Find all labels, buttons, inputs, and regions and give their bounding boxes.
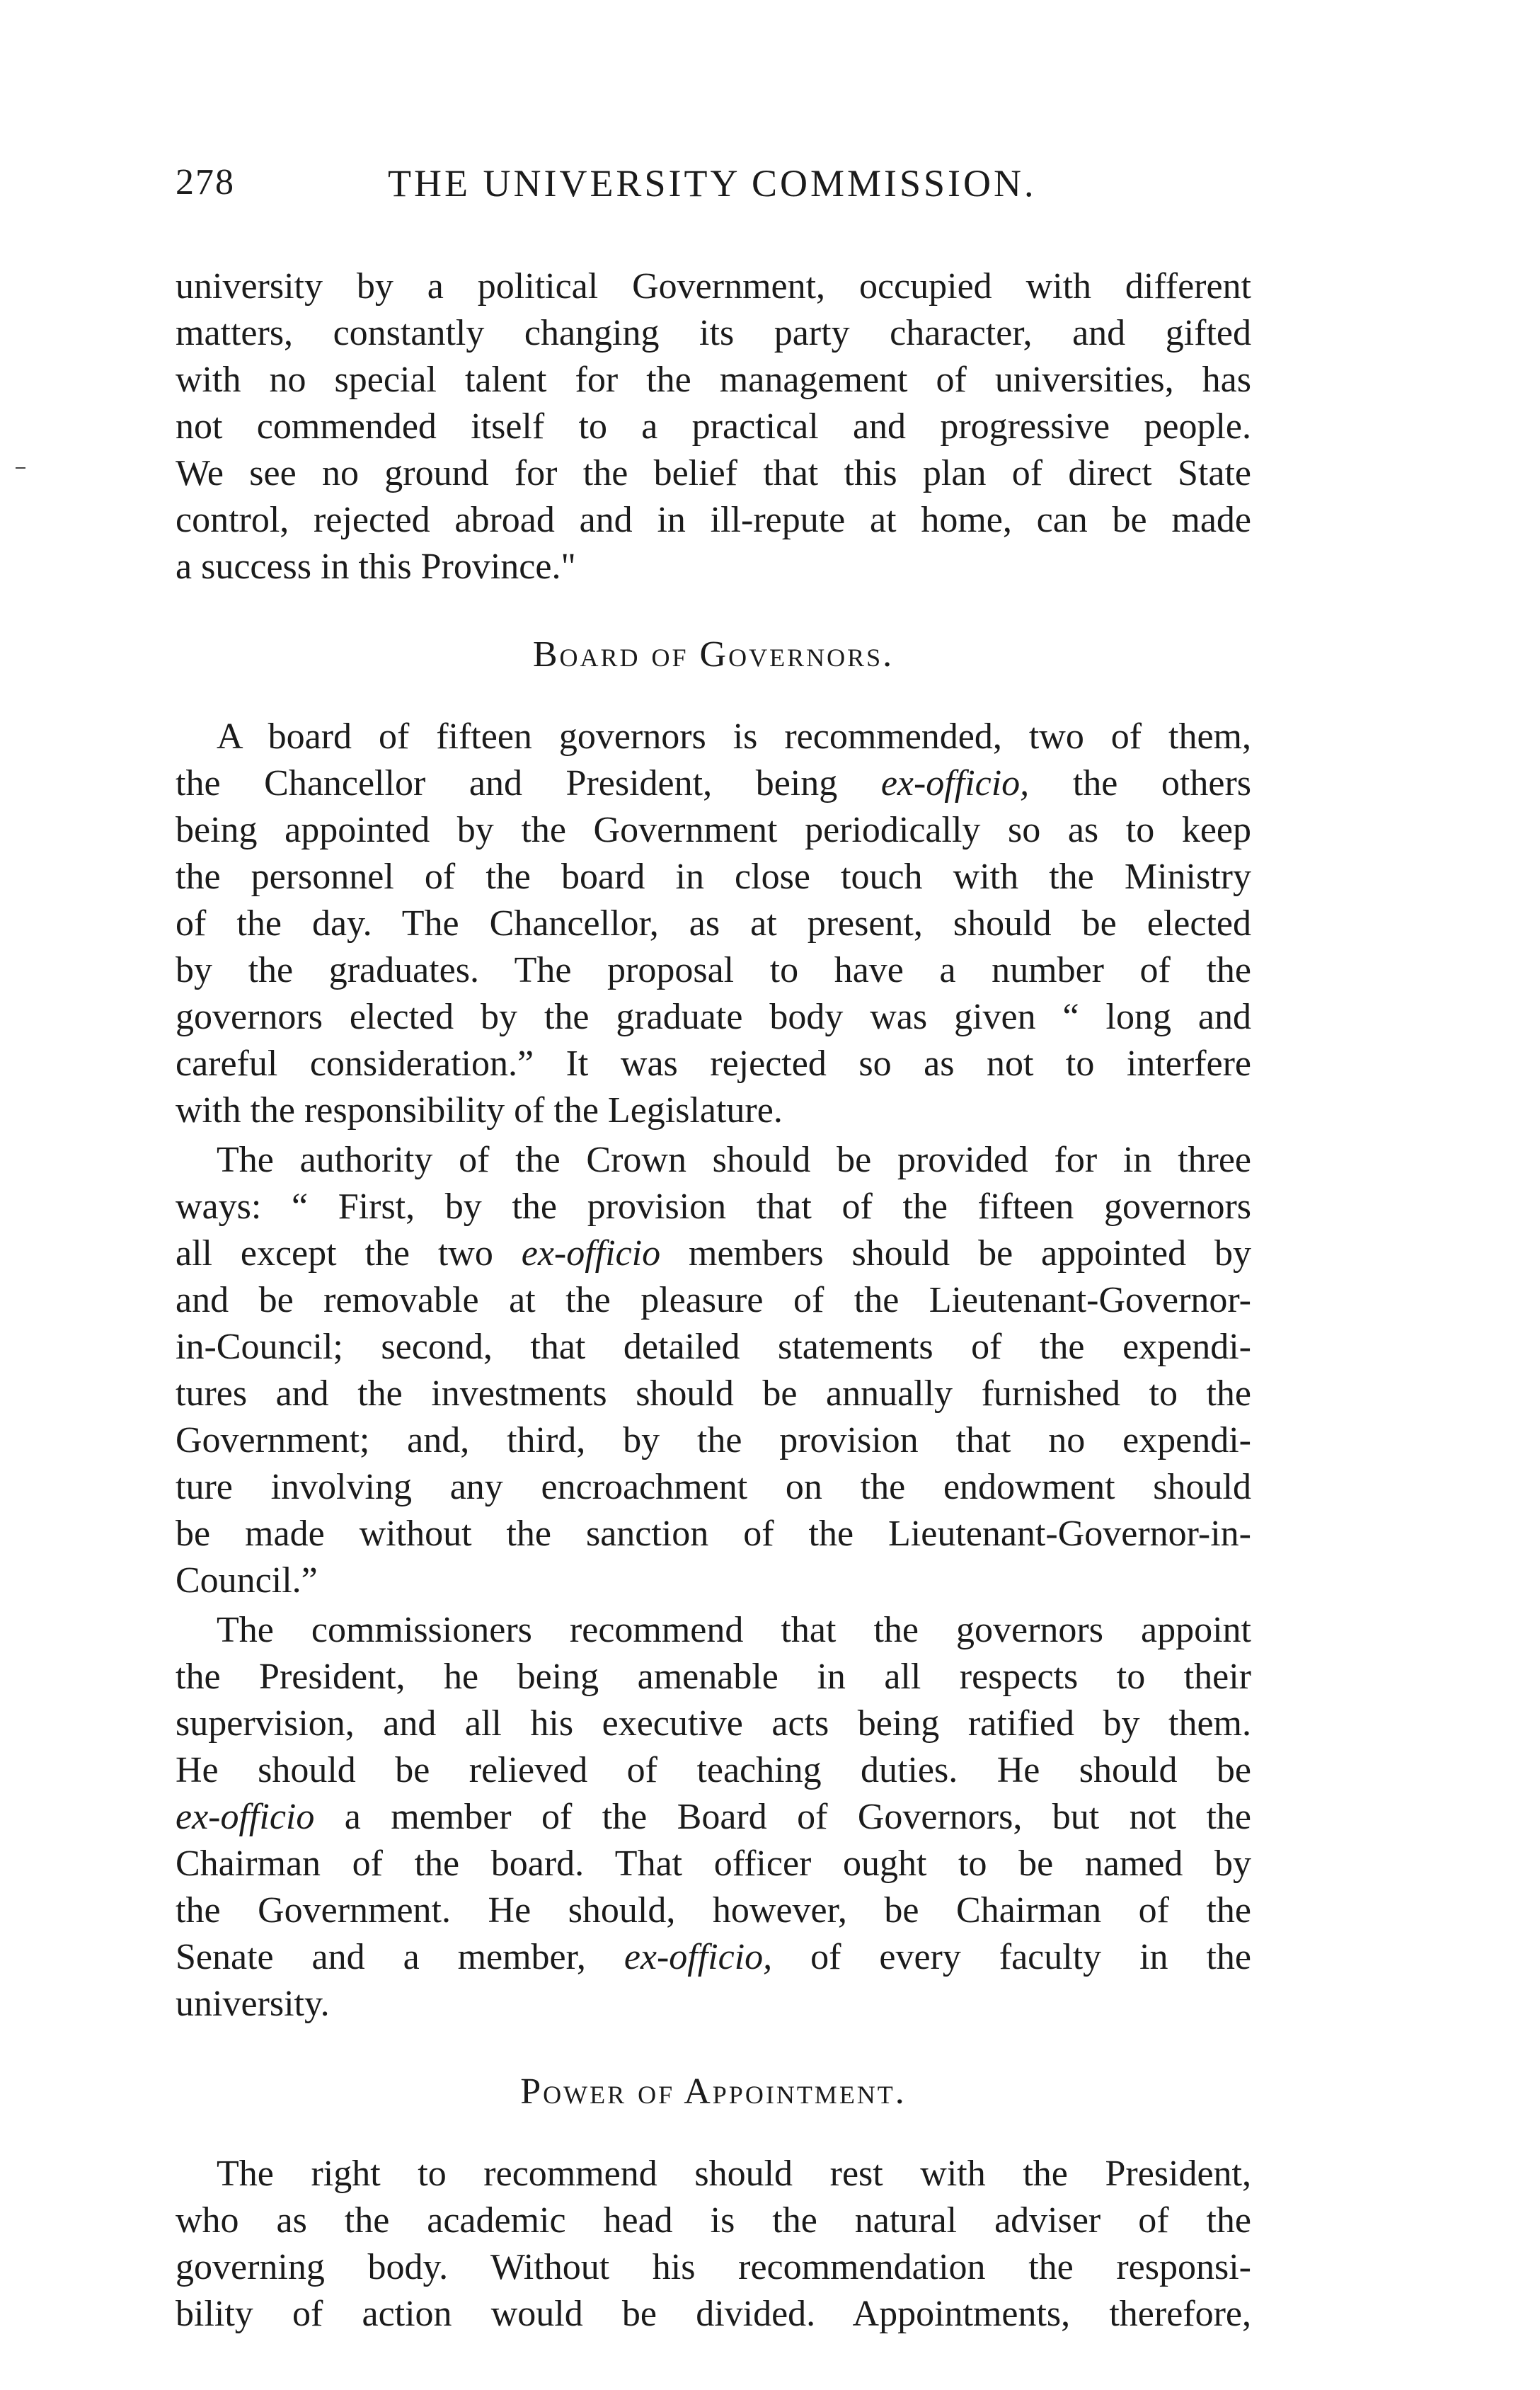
text-line: a success in this Province." [176,547,576,587]
text-line: of the day. The Chancellor, as at present, should be elected [176,903,1251,944]
section-heading-board-of-governors: Board of Governors. [532,634,895,675]
paragraph-board [176,714,1251,1134]
text-run: all except the two [176,1233,522,1274]
text-line [176,1794,1251,1841]
text-run: the Chancellor and President, being [176,763,881,804]
text-line: the personnel of the board in close touch with the Ministry [176,857,1251,897]
text-line: the President, he being amenable in all respects to their [176,1657,1251,1697]
margin-mark [16,467,25,469]
italic-term: ex-officio, [880,763,1030,804]
text-line: the Government. He should, however, be Chairman of the [176,1890,1251,1931]
text-line: Chairman of the board. That officer ought to be named by [176,1843,1251,1884]
text-line: governors elected by the graduate body was given “ long and [176,997,1251,1037]
text-run: members should be appointed by [660,1233,1251,1274]
text-line: governing body. Without his recommendation the responsi- [176,2247,1251,2287]
text-line [176,760,1251,807]
text-line: matters, constantly changing its party character, and gifted [176,313,1251,353]
section-heading-power-of-appointment: Power of Appointment. [520,2071,907,2112]
text-line: careful consideration.” It was rejected so as not to interfere [176,1044,1251,1084]
text-line: Council.” [176,1560,318,1601]
text-line [176,1230,1251,1277]
text-line: being appointed by the Government periodically so as to keep [176,810,1251,850]
text-line: He should be relieved of teaching duties. He should be [176,1750,1251,1790]
italic-term: ex-officio, [624,1937,773,1977]
text-run: Senate and a member, [176,1937,624,1977]
text-line: who as the academic head is the natural adviser of the [176,2200,1251,2241]
page-number: 278 [176,162,235,202]
text-line: tures and the investments should be annually furnished to the [176,1373,1251,1414]
text-run: a member of the Board of Governors, but not the [314,1797,1251,1837]
text-line: control, rejected abroad and in ill-repute at home, can be made [176,500,1251,540]
paragraph-appointment [176,2151,1251,2338]
text-line: with the responsibility of the Legislature. [176,1090,783,1131]
paragraph-crown-authority [176,1137,1251,1604]
text-line: not commended itself to a practical and progressive people. [176,406,1251,447]
text-line: ways: “ First, by the provision that of the fifteen governors [176,1187,1251,1227]
text-line: A board of fifteen governors is recommended, two of them, [217,716,1251,757]
text-block [176,263,1251,2338]
italic-term: ex-officio [521,1233,661,1274]
text-run: the others [1029,763,1251,804]
text-line: The commissioners recommend that the governors appoint [217,1610,1251,1650]
text-line: university by a political Government, occupied with different [176,266,1251,307]
text-line: bility of action would be divided. Appointments, therefore, [176,2294,1251,2334]
text-line [176,1934,1251,1981]
running-title: THE UNIVERSITY COMMISSION. [388,162,1037,205]
text-line: supervision, and all his executive acts being ratified by them. [176,1703,1251,1744]
text-line: by the graduates. The proposal to have a number of the [176,950,1251,990]
text-line: be made without the sanction of the Lieutenant-Governor-in- [176,1514,1251,1554]
text-line: ture involving any encroachment on the endowment should [176,1467,1251,1507]
paragraph-president [176,1607,1251,2028]
text-line: and be removable at the pleasure of the Lieutenant-Governor- [176,1280,1251,1320]
italic-term: ex-officio [176,1797,315,1837]
text-line: We see no ground for the belief that this plan of direct State [176,453,1251,493]
text-line: in-Council; second, that detailed statements of the expendi- [176,1327,1251,1367]
text-line: The right to recommend should rest with the President, [217,2154,1251,2194]
text-line: university. [176,1984,330,2024]
text-line: The authority of the Crown should be provided for in three [217,1140,1251,1180]
running-head [176,161,1251,218]
text-run: of every faculty in the [772,1937,1251,1977]
text-line: with no special talent for the management of universities, has [176,360,1251,400]
paragraph-quotation-end [176,263,1251,590]
text-line: Government; and, third, by the provision that no expendi- [176,1420,1251,1460]
